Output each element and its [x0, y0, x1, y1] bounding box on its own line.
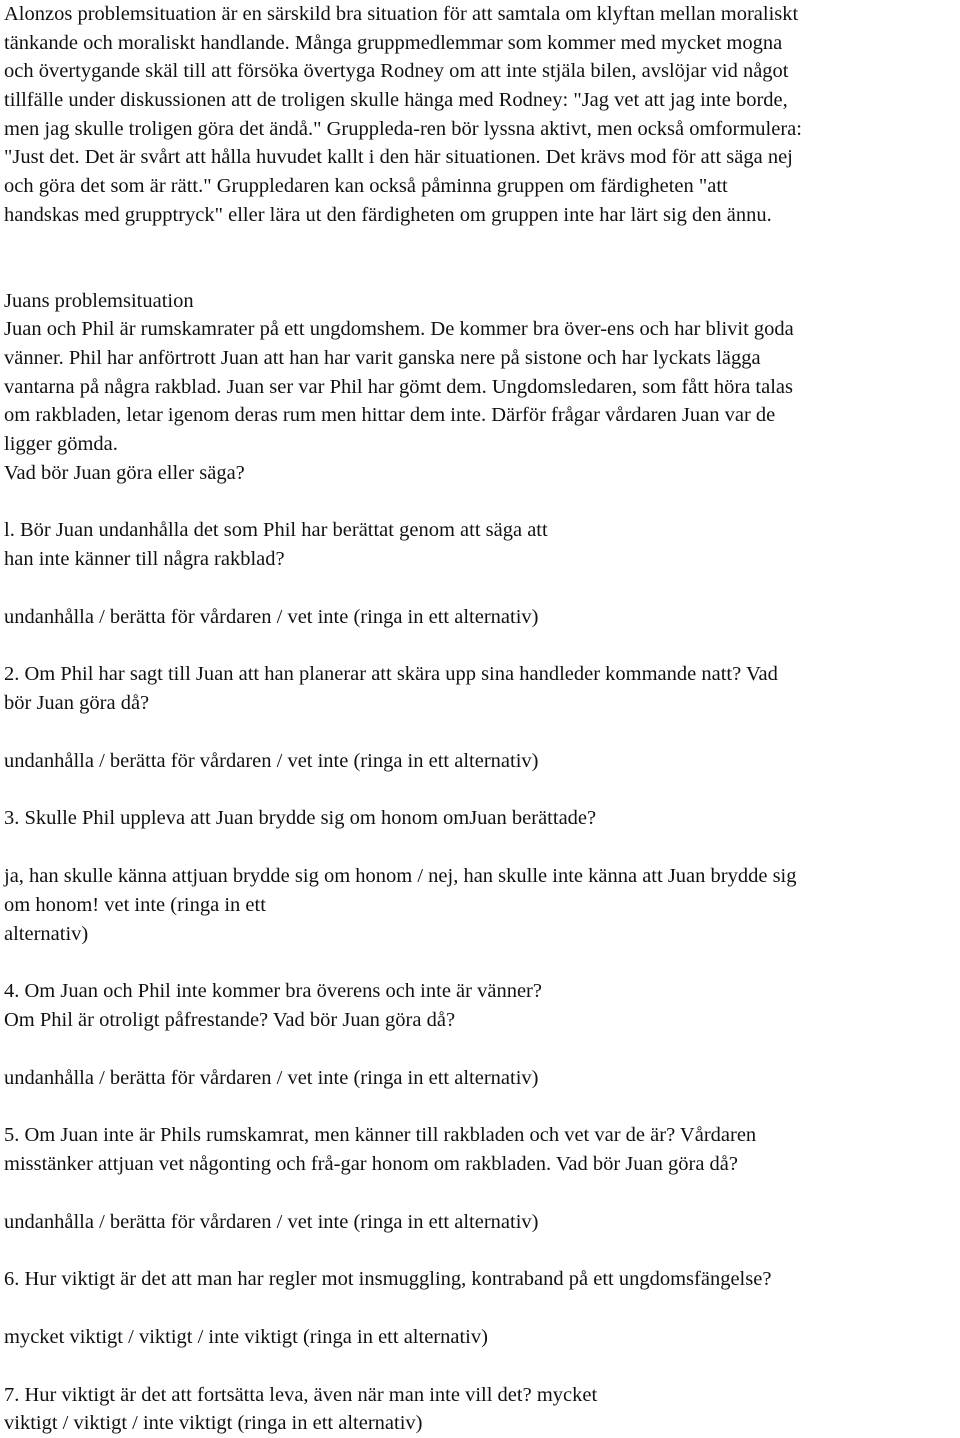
problem-section	[4, 287, 958, 488]
text-line: och övertygande skäl till att försöka övertyga Rodney om att inte stjäla bilen, avslöjar vid något	[4, 60, 789, 83]
answer-options: ja, han skulle känna attjuan brydde sig om honom / nej, han skulle inte känna att Juan brydde sig	[4, 865, 797, 888]
text-line: Alonzos problemsituation är en särskild bra situation för att samtala om klyftan mellan moraliskt	[4, 3, 799, 25]
text-line: vänner. Phil har anförtrott Juan att han har varit ganska nere på sistone och har lyckats lägga	[4, 346, 761, 369]
text-line: tillfälle under diskussionen att de troligen skulle hänga med Rodney: "Jag vet att jag inte borde,	[4, 89, 788, 112]
answer-options: undanhålla / berätta för vårdaren / vet inte (ringa in ett alternativ)	[4, 1066, 539, 1089]
answer-options: alternativ)	[4, 922, 89, 945]
text-line: men jag skulle troligen göra det ändå." Gruppleda-ren bör lyssna aktivt, men också omformulera:	[4, 117, 802, 140]
spacer	[4, 574, 958, 603]
answer-options: undanhålla / berätta för vårdaren / vet inte (ringa in ett alternativ)	[4, 749, 539, 772]
question-text: misstänker attjuan vet någonting och frå-gar honom om rakbladen. Vad bör Juan göra då?	[4, 1152, 738, 1175]
text-line: "Just det. Det är svårt att hålla huvudet kallt i den här situationen. Det krävs mod för att säga nej	[4, 146, 793, 169]
text-line: tänkande och moraliskt handlande. Många gruppmedlemmar som kommer med mycket mogna	[4, 31, 783, 54]
spacer	[4, 948, 958, 977]
question-text: 4. Om Juan och Phil inte kommer bra överens och inte är vänner?	[4, 980, 542, 1003]
answer-options: mycket viktigt / viktigt / inte viktigt (ringa in ett alternativ)	[4, 1326, 488, 1348]
question-6	[4, 1265, 958, 1351]
spacer	[4, 718, 958, 747]
text-line: Juan och Phil är rumskamrater på ett ungdomshem. De kommer bra över-ens och har blivit goda	[4, 318, 794, 341]
text-line: och göra det som är rätt." Gruppledaren kan också påminna gruppen om färdigheten "att	[4, 175, 728, 198]
text-line: vantarna på några rakblad. Juan ser var Phil har gömt dem. Ungdomsledaren, som fått höra talas	[4, 375, 793, 398]
question-3	[4, 804, 958, 948]
spacer	[4, 487, 958, 516]
question-text: 6. Hur viktigt är det att man har regler mot insmuggling, kontraband på ett ungdomsfängelse?	[4, 1268, 772, 1291]
spacer	[4, 833, 958, 862]
question-text: 7. Hur viktigt är det att fortsätta leva, även när man inte vill det? mycket	[4, 1383, 598, 1406]
question-text: viktigt / viktigt / inte viktigt (ringa in ett alternativ)	[4, 1412, 423, 1435]
text-line: handskas med grupptryck" eller lära ut den färdigheten om gruppen inte har lärt sig den ännu.	[4, 203, 772, 226]
question-text: 5. Om Juan inte är Phils rumskamrat, men känner till rakbladen och vet var de är? Vårdaren	[4, 1124, 757, 1147]
spacer	[4, 775, 958, 804]
spacer	[4, 1352, 958, 1381]
text-line: om rakbladen, letar igenom deras rum men hittar dem inte. Därför frågar vårdaren Juan var de	[4, 404, 776, 427]
question-text: Om Phil är otroligt påfrestande? Vad bör Juan göra då?	[4, 1008, 456, 1031]
question-2	[4, 660, 958, 775]
document-page	[4, 0, 958, 1438]
spacer	[4, 631, 958, 660]
spacer	[4, 1236, 958, 1265]
question-5	[4, 1121, 958, 1236]
question-text: 2. Om Phil har sagt till Juan att han planerar att skära upp sina handleder kommande natt? Vad	[4, 663, 778, 686]
question-text: han inte känner till några rakblad?	[4, 548, 285, 570]
spacer	[4, 1092, 958, 1121]
text-line: ligger gömda.	[4, 432, 118, 455]
section-heading: Juans problemsituation	[4, 289, 194, 312]
question-text: bör Juan göra då?	[4, 692, 150, 715]
spacer	[4, 1294, 958, 1323]
question-text: 3. Skulle Phil uppleva att Juan brydde sig om honom omJuan berättade?	[4, 807, 597, 830]
answer-options: undanhålla / berätta för vårdaren / vet inte (ringa in ett alternativ)	[4, 1210, 539, 1233]
question-4	[4, 977, 958, 1092]
intro-paragraph	[4, 0, 958, 230]
question-1	[4, 516, 958, 631]
spacer	[4, 1179, 958, 1208]
text-line: Vad bör Juan göra eller säga?	[4, 461, 245, 484]
answer-options: om honom! vet inte (ringa in ett	[4, 893, 266, 916]
spacer	[4, 1035, 958, 1064]
question-7	[4, 1381, 958, 1438]
answer-options: undanhålla / berätta för vårdaren / vet inte (ringa in ett alternativ)	[4, 605, 539, 628]
spacer	[4, 230, 958, 287]
question-text: l. Bör Juan undanhålla det som Phil har berättat genom att säga att	[4, 519, 548, 542]
